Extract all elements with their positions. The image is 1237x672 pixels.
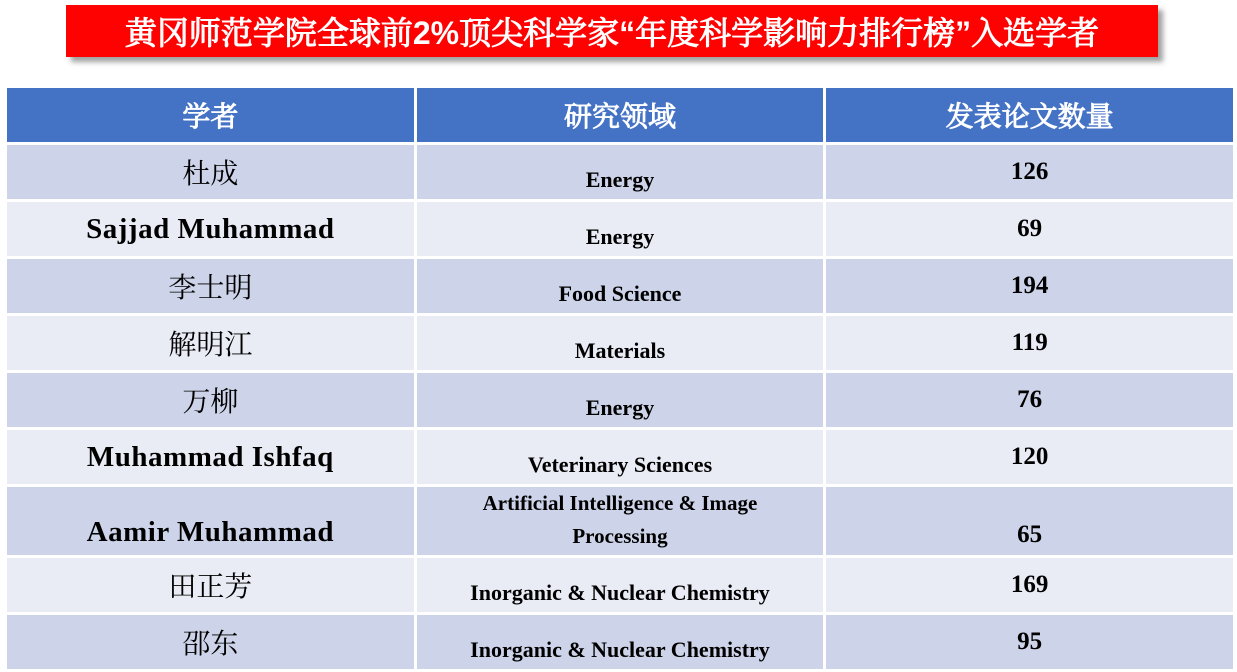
table-row: [7, 316, 1233, 370]
page-title: 黄冈师范学院全球前2%顶尖科学家“年度科学影响力排行榜”入选学者: [124, 15, 1100, 51]
table-row: [7, 259, 1233, 313]
paper-count: 169: [826, 558, 1233, 612]
table-row: [7, 430, 1233, 484]
table-row: [7, 145, 1233, 199]
paper-count: 76: [826, 373, 1233, 427]
paper-count: 95: [826, 615, 1233, 669]
table-row: [7, 487, 1233, 555]
table-row: [7, 202, 1233, 256]
col-header-research-field: 研究领域: [417, 88, 824, 142]
research-field: Food Science: [417, 259, 824, 313]
scholar-name: Sajjad Muhammad: [7, 202, 414, 256]
research-field: Energy: [417, 373, 824, 427]
research-field: Inorganic & Nuclear Chemistry: [417, 615, 824, 669]
scholar-name: 李士明: [7, 259, 414, 313]
scholar-name: 解明江: [7, 316, 414, 370]
research-field: Energy: [417, 145, 824, 199]
paper-count: 65: [826, 487, 1233, 555]
scholar-name: 万柳: [7, 373, 414, 427]
research-field: Artificial Intelligence & Image Processing: [417, 487, 824, 555]
paper-count: 194: [826, 259, 1233, 313]
table-row: [7, 373, 1233, 427]
table-row: [7, 558, 1233, 612]
scholars-table: [4, 85, 1236, 672]
research-field: Materials: [417, 316, 824, 370]
scholar-name: Muhammad Ishfaq: [7, 430, 414, 484]
paper-count: 126: [826, 145, 1233, 199]
research-field: Veterinary Sciences: [417, 430, 824, 484]
title-banner: [66, 5, 1158, 57]
col-header-scholar: 学者: [7, 88, 414, 142]
research-field: Inorganic & Nuclear Chemistry: [417, 558, 824, 612]
research-field: Energy: [417, 202, 824, 256]
table-row: [7, 615, 1233, 669]
col-header-paper-count: 发表论文数量: [826, 88, 1233, 142]
scholar-name: Aamir Muhammad: [7, 487, 414, 555]
paper-count: 69: [826, 202, 1233, 256]
paper-count: 119: [826, 316, 1233, 370]
scholar-name: 杜成: [7, 145, 414, 199]
paper-count: 120: [826, 430, 1233, 484]
table-header-row: [7, 88, 1233, 142]
scholar-name: 邵东: [7, 615, 414, 669]
scholar-name: 田正芳: [7, 558, 414, 612]
